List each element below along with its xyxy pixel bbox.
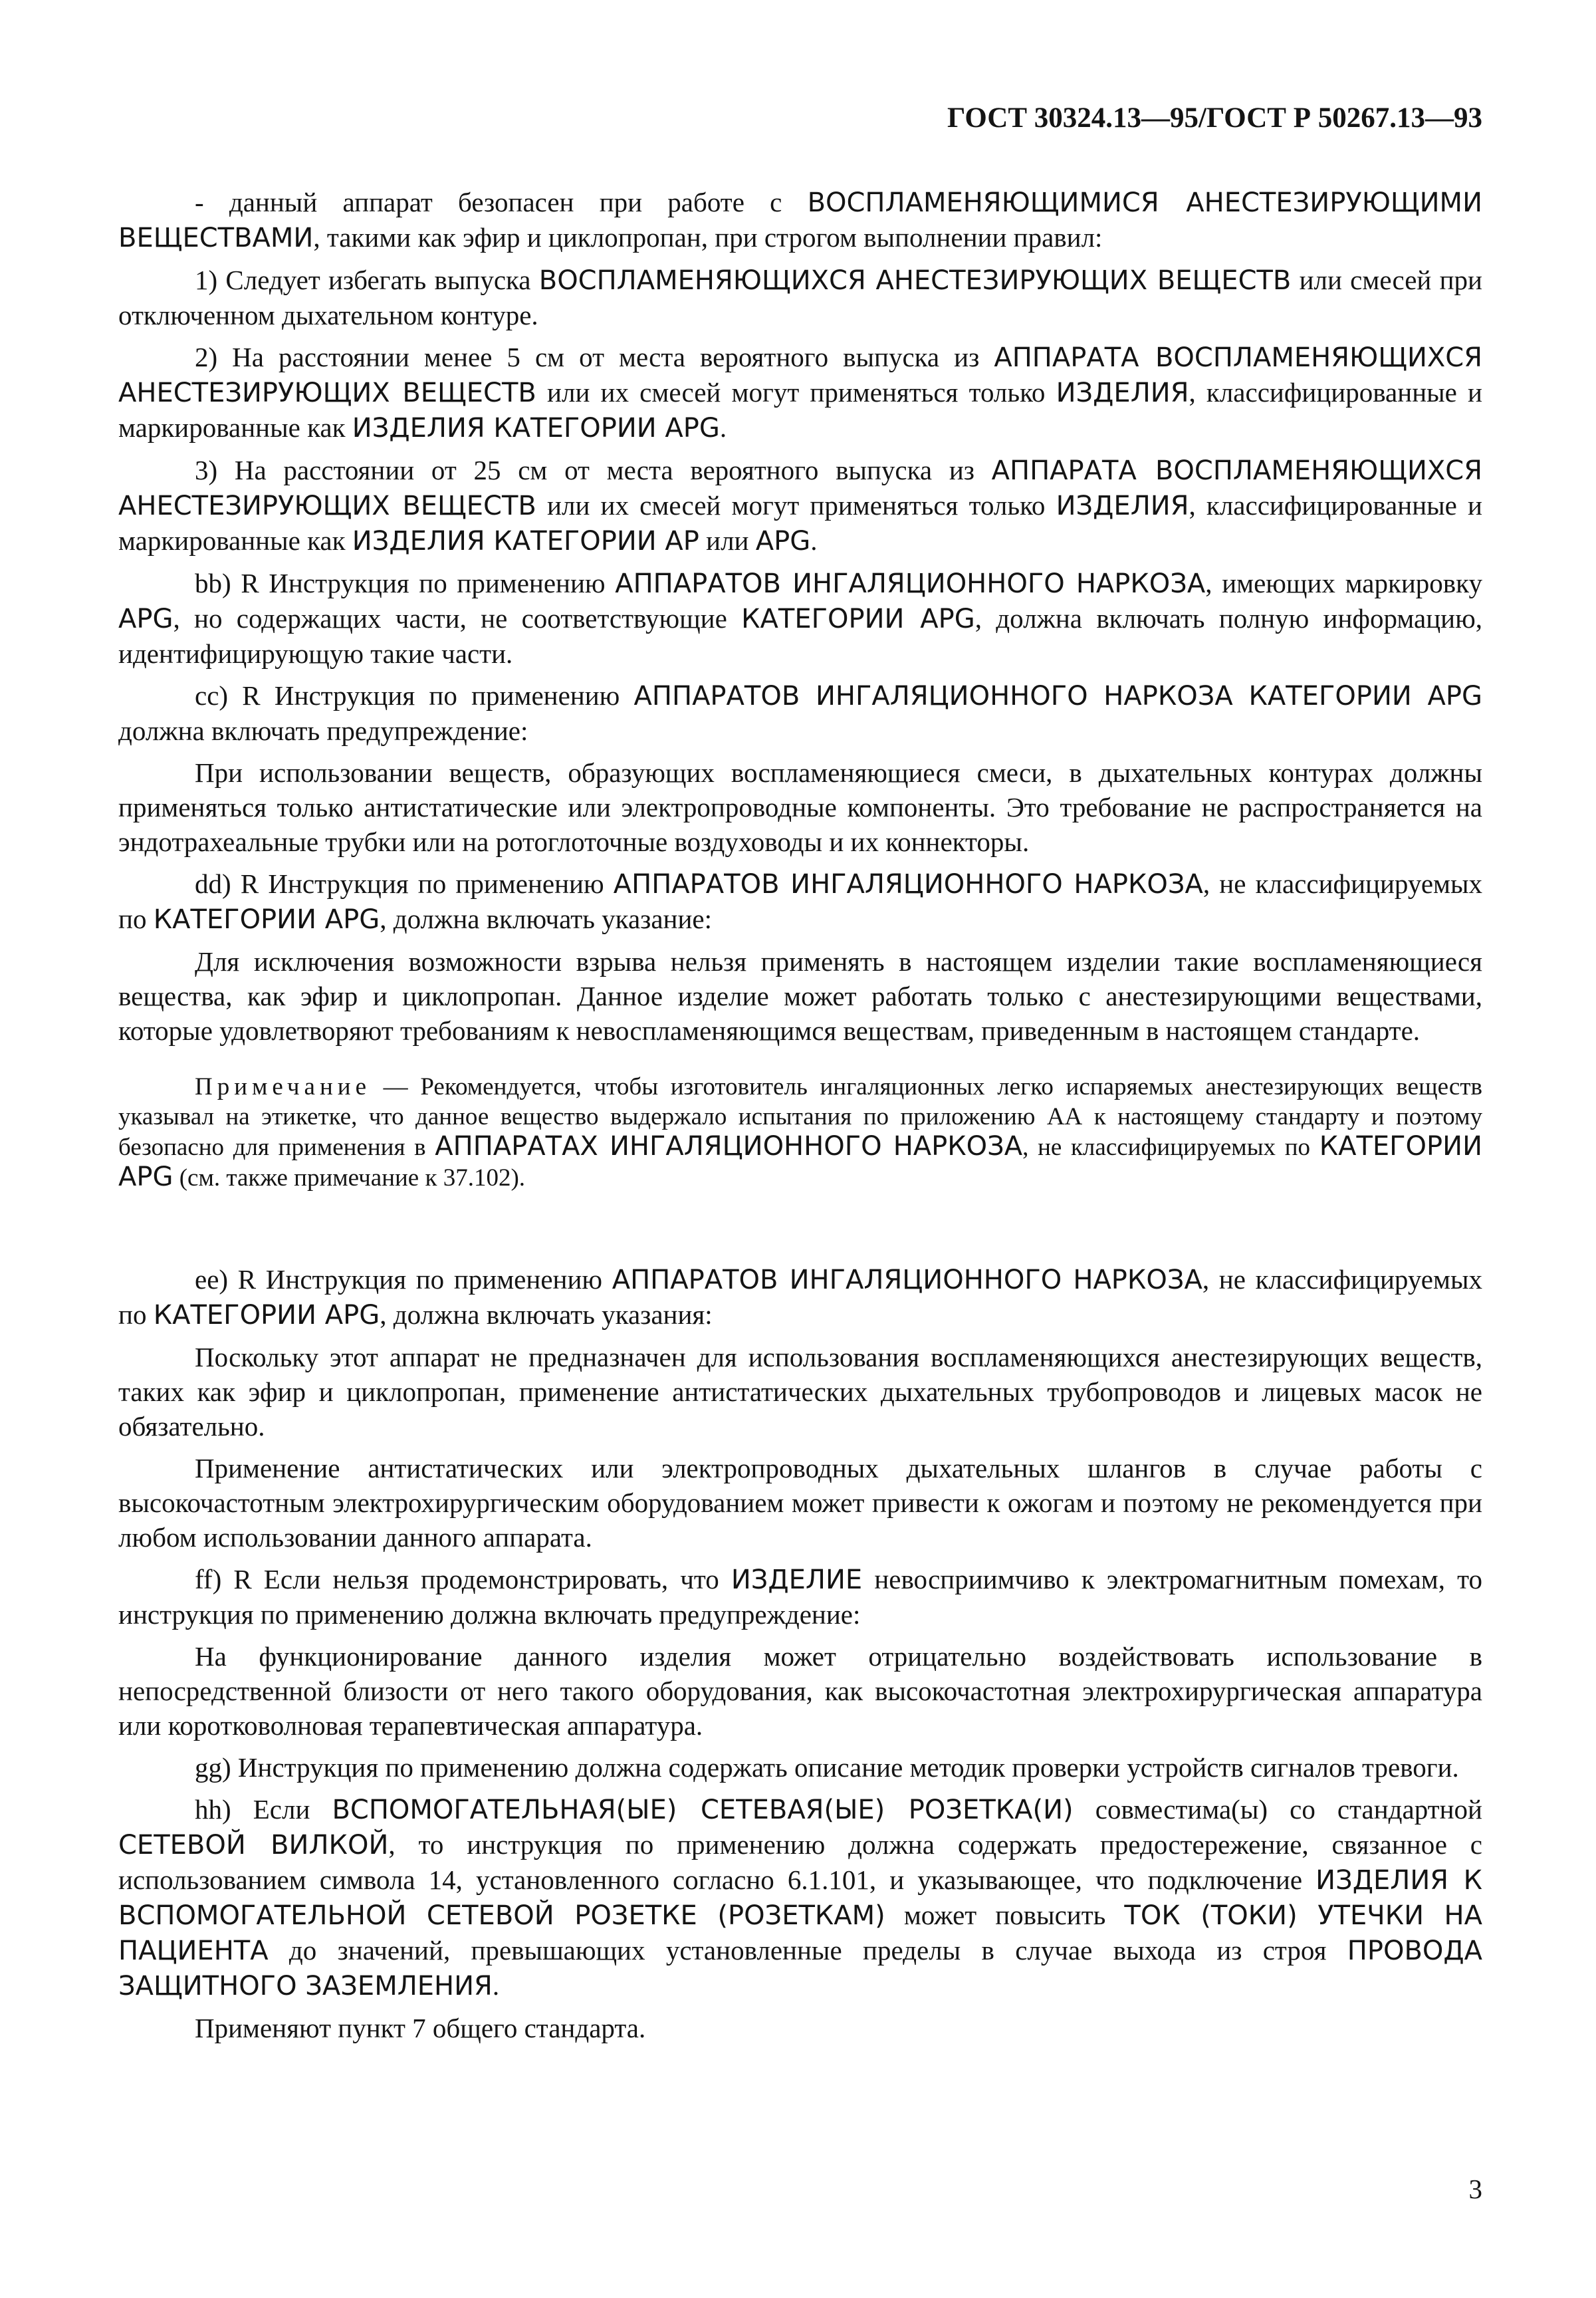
paragraph-hh: hh) Если ВСПОМОГАТЕЛЬНАЯ(ЫЕ) СЕТЕВАЯ(ЫЕ) РОЗЕТКА(И) совместима(ы) со стандартной СЕТЕВОЙ ВИЛКОЙ, то инструкция по применению должна содержать предостережение, связанное с использованием символа 14, установленного согласно 6.1.101, и указывающее, что подключение ИЗДЕЛИЯ К ВСПОМОГАТЕЛЬНОЙ СЕТЕВОЙ РОЗЕТКЕ (РОЗЕТКАМ) может повысить ТОК (ТОКИ) УТЕЧКИ НА ПАЦИЕНТА до значений, превышающих установленные пределы в случае выхода из строя ПРОВОДА ЗАЩИТНОГО ЗАЗЕМЛЕНИЯ. [118, 1794, 1483, 2001]
paragraph-dd-instruction: Для исключения возможности взрыва нельзя применять в настоящем изделии такие воспламеняющиеся вещества, как эфир и циклопропан. Данное изделие может работать только с анестезирующими веществами, которые удовлетворяют требованиям к невоспламеняющимся веществам, приведенным в настоящем стандарте. [118, 946, 1482, 1046]
page-number: 3 [1468, 2174, 1482, 2204]
paragraph-bb: bb) R Инструкция по применению АППАРАТОВ ИНГАЛЯЦИОННОГО НАРКОЗА, имеющих маркировку APG, но содержащих части, не соответствующие КАТЕГОРИИ APG, должна включать полную информацию, идентифицирующую такие части. [118, 568, 1483, 669]
paragraph-rule-1: 1) Следует избегать выпуска ВОСПЛАМЕНЯЮЩИХСЯ АНЕСТЕЗИРУЮЩИХ ВЕЩЕСТВ или смесей при отключенном дыхательном контуре. [118, 265, 1482, 330]
paragraph-ee-instruction-1: Поскольку этот аппарат не предназначен для использования воспламеняющихся анестезирующих веществ, таких как эфир и циклопропан, применение антистатических дыхательных трубопроводов и лицевых масок не обязательно. [118, 1342, 1482, 1442]
document-page [118, 100, 1482, 2228]
paragraph-cc-warning: При использовании веществ, образующих воспламеняющиеся смеси, в дыхательных контурах должны применяться только антистатические или электропроводные компоненты. Это требование не распространяется на эндотрахеальные трубки или на ротоглоточные воздуховоды и их коннекторы. [118, 757, 1482, 857]
paragraph-dd: dd) R Инструкция по применению АППАРАТОВ ИНГАЛЯЦИОННОГО НАРКОЗА, не классифицируемых по КАТЕГОРИИ APG, должна включать указание: [118, 868, 1483, 935]
paragraph-ff-warning: На функционирование данного изделия может отрицательно воздействовать использование в непосредственной близости от него такого оборудования, как высокочастотная электрохирургическая аппаратура или коротковолновая терапевтическая аппаратура. [118, 1641, 1482, 1741]
paragraph-rule-3: 3) На расстоянии от 25 см от места вероятного выпуска из АППАРАТА ВОСПЛАМЕНЯЮЩИХСЯ АНЕСТЕЗИРУЮЩИХ ВЕЩЕСТВ или их смесей могут применяться только ИЗДЕЛИЯ, классифицированные и маркированные как ИЗДЕЛИЯ КАТЕГОРИИ АР или APG. [118, 455, 1482, 557]
standard-header: ГОСТ 30324.13—95/ГОСТ Р 50267.13—93 [947, 102, 1482, 134]
paragraph-rule-2: 2) На расстоянии менее 5 см от места вероятного выпуска из АППАРАТА ВОСПЛАМЕНЯЮЩИХСЯ АНЕСТЕЗИРУЮЩИХ ВЕЩЕСТВ или их смесей могут применяться только ИЗДЕЛИЯ, классифицированные и маркированные как ИЗДЕЛИЯ КАТЕГОРИИ APG. [118, 342, 1482, 444]
document-body [118, 185, 1482, 2045]
paragraph-ff: ff) R Если нельзя продемонстрировать, что ИЗДЕЛИЕ невосприимчиво к электромагнитным помехам, то инструкция по применению должна включать предупреждение: [118, 1564, 1482, 1630]
paragraph-gg: gg) Инструкция по применению должна содержать описание методик проверки устройств сигналов тревоги. [195, 1752, 1459, 1783]
paragraph-ee-instruction-2: Применение антистатических или электропроводных дыхательных шлангов в случае работы с высокочастотным электрохирургическим оборудованием может привести к ожогам и поэтому не рекомендуется при любом использовании данного аппарата. [118, 1453, 1482, 1553]
paragraph-cc: cc) R Инструкция по применению АППАРАТОВ ИНГАЛЯЦИОННОГО НАРКОЗА КАТЕГОРИИ APG должна включать предупреждение: [118, 680, 1482, 746]
note-block: Примечание — Рекомендуется, чтобы изготовитель ингаляционных легко испаряемых анестезирующих веществ указывал на этикетке, что данное вещество выдержало испытания по приложению АА к настоящему стандарту и поэтому безопасно для применения в АППАРАТАХ ИНГАЛЯЦИОННОГО НАРКОЗА, не классифицируемых по КАТЕГОРИИ APG (см. также примечание к 37.102). [118, 1073, 1482, 1192]
note-label: Примечание [195, 1073, 371, 1100]
paragraph-ee: ee) R Инструкция по применению АППАРАТОВ ИНГАЛЯЦИОННОГО НАРКОЗА, не классифицируемых по КАТЕГОРИИ APG, должна включать указания: [118, 1264, 1482, 1331]
paragraph-applies: Применяют пункт 7 общего стандарта. [195, 2013, 646, 2043]
paragraph-safe-operation: - данный аппарат безопасен при работе с ВОСПЛАМЕНЯЮЩИМИСЯ АНЕСТЕЗИРУЮЩИМИ ВЕЩЕСТВАМИ, такими как эфир и циклопропан, при строгом выполнении правил: [118, 187, 1482, 253]
